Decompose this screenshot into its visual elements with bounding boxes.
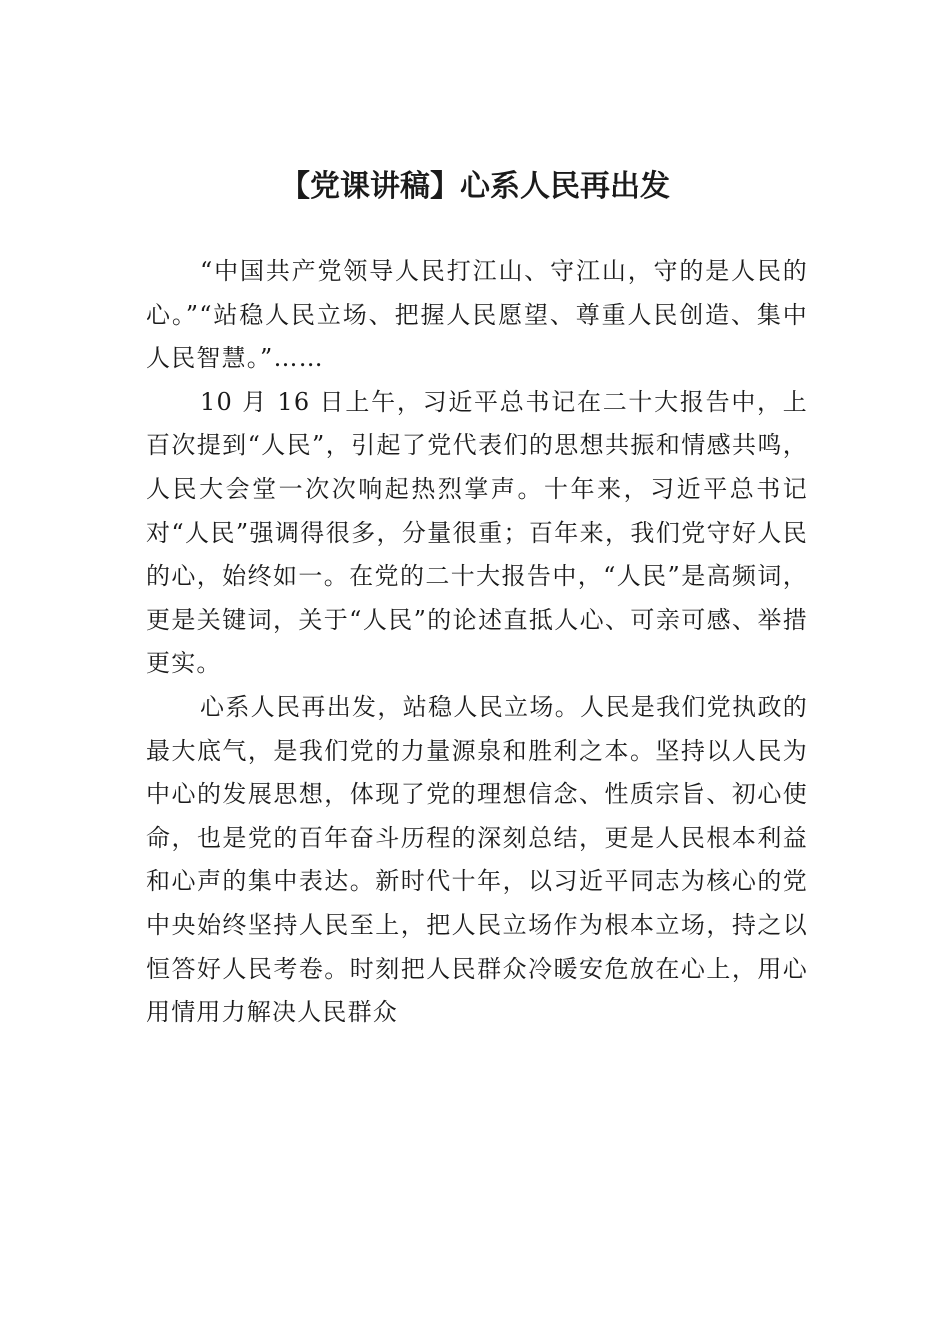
paragraph-1: “中国共产党领导人民打江山、守江山，守的是人民的心。”“站稳人民立场、把握人民愿望、尊重人民创造、集中人民智慧。”…… — [146, 257, 808, 373]
paragraph-3: 心系人民再出发，站稳人民立场。人民是我们党执政的最大底气，是我们党的力量源泉和胜利之本。坚持以人民为中心的发展思想，体现了党的理想信念、性质宗旨、初心使命，也是党的百年奋斗历程的深刻总结，更是人民根本利益和心声的集中表达。新时代十年，以习近平同志为核心的党中央始终坚持人民至上，把人民立场作为根本立场，持之以恒答好人民考卷。时刻把人民群众冷暖安危放在心上，用心用情用力解决人民群众 — [146, 692, 808, 1027]
document-title: 【党课讲稿】心系人民再出发 — [280, 169, 670, 204]
document-body — [146, 250, 808, 1035]
paragraph-2: 10 月 16 日上午，习近平总书记在二十大报告中，上百次提到“人民”，引起了党代表们的思想共振和情感共鸣，人民大会堂一次次响起热烈掌声。十年来，习近平总书记对“人民”强调得很多，分量很重；百年来，我们党守好人民的心，始终如一。在党的二十大报告中，“人民”是高频词，更是关键词，关于“人民”的论述直抵人心、可亲可感、举措更实。 — [146, 387, 808, 678]
